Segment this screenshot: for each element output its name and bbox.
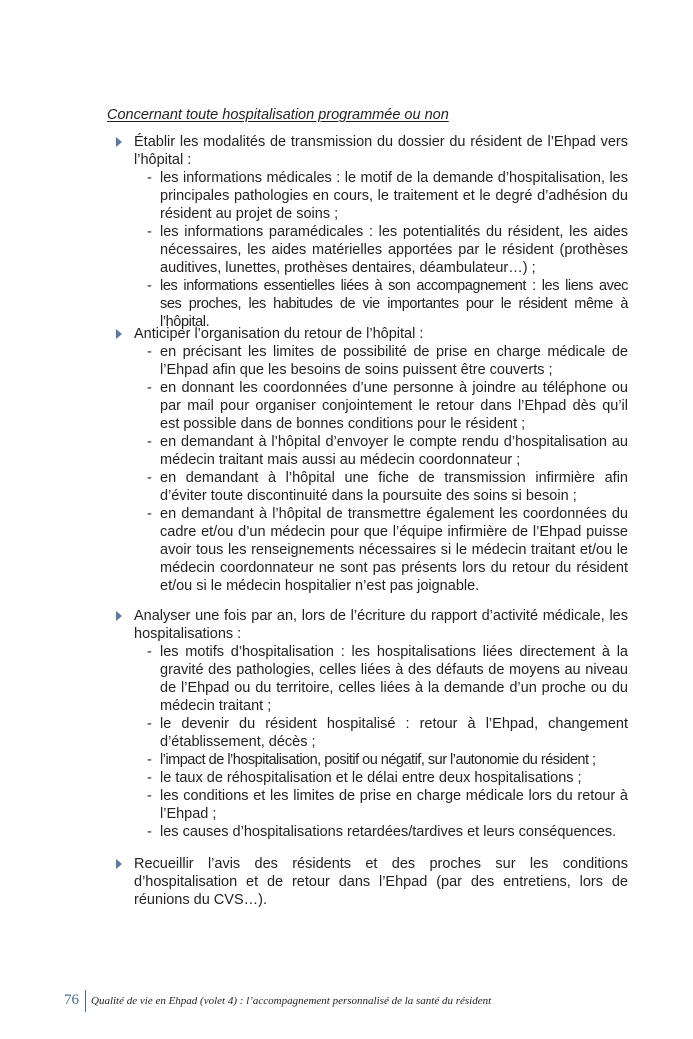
sub-item-text: les informations médicales : le motif de la demande d’hospitalisation, les principales pathologies en cours, le traitement et le degré d’adhésion du résident au projet de soins ; (160, 170, 628, 222)
sub-item-text: en précisant les limites de possibilité de prise en charge médicale de l’Ehpad afin que les besoins de soins puissent être couverts ; (160, 344, 628, 378)
bullet-text: Recueillir l’avis des résidents et des proches sur les conditions d’hospitalisation et de retour dans l’Ehpad (par des entretiens, lors de réunions du CVS…). (134, 856, 628, 908)
dash-marker: - (147, 470, 152, 486)
triangle-right-icon (116, 329, 122, 339)
sub-item-text: le devenir du résident hospitalisé : retour à l’Ehpad, changement d’établissement, décès ; (160, 716, 628, 750)
sub-item-text: en demandant à l’hôpital d’envoyer le compte rendu d’hospitalisation au médecin traitant mais aussi au médecin coordonnateur ; (160, 434, 628, 468)
sub-item-text: en donnant les coordonnées d’une personne à joindre au téléphone ou par mail pour organiser conjointement le retour dans l’Ehpad dès qu’il est possible dans de bonnes conditions pour le résident ; (160, 380, 628, 432)
sub-item-text: les motifs d’hospitalisation : les hospitalisations liées directement à la gravité des pathologies, celles liées à des défauts de moyens au niveau de l’Ehpad ou du territoire, celles liées à la demande d’un proche ou du médecin traitant ; (160, 644, 628, 714)
triangle-right-icon (116, 137, 122, 147)
sub-item-text: l’impact de l’hospitalisation, positif ou négatif, sur l’autonomie du résident ; (160, 752, 596, 768)
bullet-text: Analyser une fois par an, lors de l’écriture du rapport d’activité médicale, les hospitalisations : (134, 608, 628, 642)
page-number: 76 (64, 992, 79, 1008)
sub-item-text: le taux de réhospitalisation et le délai entre deux hospitalisations ; (160, 770, 582, 786)
bullet-text: Établir les modalités de transmission du dossier du résident de l’Ehpad vers l’hôpital : (134, 134, 628, 168)
section-heading: Concernant toute hospitalisation programmée ou non (107, 107, 449, 123)
dash-marker: - (147, 644, 152, 660)
dash-marker: - (147, 770, 152, 786)
dash-marker: - (147, 506, 152, 522)
footer-title: Qualité de vie en Ehpad (volet 4) : l’accompagnement personnalisé de la santé du résident (91, 995, 492, 1007)
sub-item-text: en demandant à l’hôpital une fiche de transmission infirmière afin d’éviter toute discontinuité dans la poursuite des soins si besoin ; (160, 470, 628, 504)
dash-marker: - (147, 752, 152, 768)
dash-marker: - (147, 170, 152, 186)
dash-marker: - (147, 380, 152, 396)
dash-marker: - (147, 434, 152, 450)
bullet-text: Anticiper l’organisation du retour de l’hôpital : (134, 326, 424, 342)
sub-item-text: les conditions et les limites de prise en charge médicale lors du retour à l’Ehpad ; (160, 788, 628, 822)
sub-item-text: en demandant à l’hôpital de transmettre également les coordonnées du cadre et/ou d’un médecin pour que l’équipe infirmière de l’Ehpad puisse avoir tous les renseignements nécessaires si le médecin traitant et/ou le médecin coordonnateur ne sont pas présents lors du retour du résident et/ou si le médecin hospitalier n’est pas joignable. (160, 506, 628, 594)
dash-marker: - (147, 716, 152, 732)
dash-marker: - (147, 278, 152, 294)
triangle-right-icon (116, 611, 122, 621)
sub-item-text: les informations essentielles liées à son accompagnement : les liens avec ses proches, les habitudes de vie importantes pour le résident même à l’hôpital. (160, 278, 628, 330)
page-footer (60, 990, 660, 1012)
triangle-right-icon (116, 859, 122, 869)
dash-marker: - (147, 224, 152, 240)
dash-marker: - (147, 824, 152, 840)
dash-marker: - (147, 788, 152, 804)
dash-marker: - (147, 344, 152, 360)
sub-item-text: les informations paramédicales : les potentialités du résident, les aides nécessaires, les aides matérielles apportées par le résident (prothèses auditives, lunettes, prothèses dentaires, déambulateur…) ; (160, 224, 628, 276)
footer-divider (85, 990, 86, 1012)
sub-item-text: les causes d’hospitalisations retardées/tardives et leurs conséquences. (160, 824, 617, 840)
